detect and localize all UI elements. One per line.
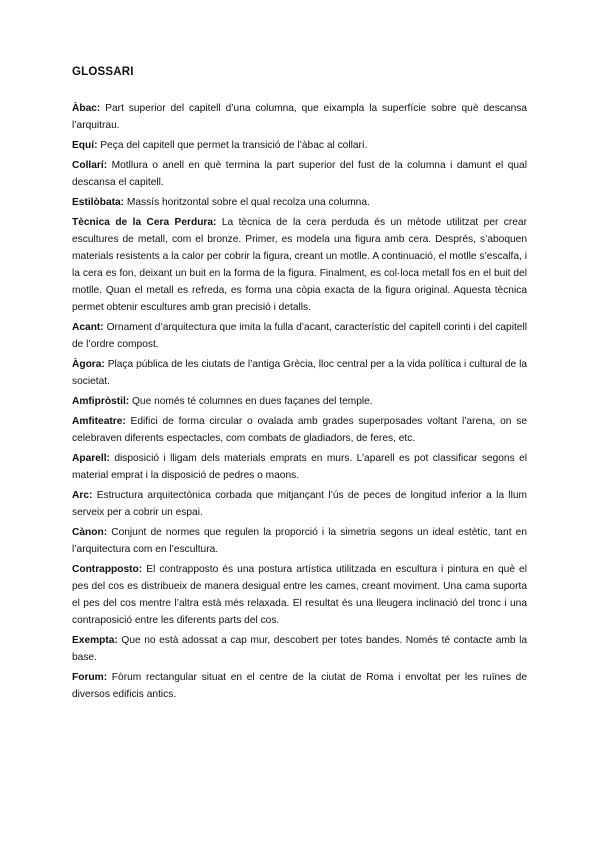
glossary-term: Contrapposto: xyxy=(72,564,143,575)
glossary-definition: Conjunt de normes que regulen la proporció i la simetria segons un ideal estètic, tant en l’arquitectura com en l’escultura. xyxy=(72,527,527,555)
glossary-term: Àbac: xyxy=(72,103,101,114)
glossary-entry-aparell xyxy=(72,450,527,484)
glossary-term: Tècnica de la Cera Perdura: xyxy=(72,217,217,228)
glossary-term: Amfipròstil: xyxy=(72,396,130,407)
glossary-entry-equi xyxy=(72,137,527,154)
glossary-term: Estilòbata: xyxy=(72,197,125,208)
glossary-entry-amfiteatre xyxy=(72,413,527,447)
glossary-entry-collari xyxy=(72,157,527,191)
glossary-term: Forum: xyxy=(72,672,108,683)
page-title: GLOSSARI xyxy=(72,66,134,78)
glossary-entry-cera-perduda xyxy=(72,214,527,316)
glossary-definition: Plaça pública de les ciutats de l’antiga Grècia, lloc central per a la vida política i cultural de la societat. xyxy=(72,359,527,387)
glossary-definition: Ornament d’arquitectura que imita la fulla d’acant, característic del capitell corinti i del capitell de l’ordre compost. xyxy=(72,322,527,350)
glossary-definition: Part superior del capitell d’una columna, que eixampla la superfície sobre què descansa l’arquitrau. xyxy=(72,103,527,131)
glossary-entry-estilobata xyxy=(72,194,527,211)
glossary-definition: Fòrum rectangular situat en el centre de la ciutat de Roma i envoltat per les ruïnes de diversos edificis antics. xyxy=(72,672,527,700)
glossary-definition: Edifici de forma circular o ovalada amb grades superposades voltant l’arena, on se celebraven diferents espectacles, com combats de gladiadors, de feres, etc. xyxy=(72,416,527,444)
glossary-term: Collarí: xyxy=(72,160,108,171)
document-page xyxy=(72,66,527,706)
glossary-term: Cànon: xyxy=(72,527,108,538)
glossary-definition: El contrapposto és una postura artística utilitzada en escultura i pintura en què el pes del cos es distribueix de manera desigual entre les cames, creant moviment. Una cama suporta el pes del cos mentre l’altra està més relaxada. El resultat és una lleugera inclinació del tronc i una contraposició entre les diferents parts del cos. xyxy=(72,564,527,626)
glossary-definition: La tècnica de la cera perduda és un mètode utilitzat per crear escultures de metall, com el bronze. Primer, es modela una figura amb cera. Després, s’aboquen materials resistents a la calor per cobrir la figura, creant un motlle. A continuació, el motlle s’escalfa, i la cera es fon, deixant un buit en la forma de la figura. Finalment, es col·loca metall fos en el buit del motlle. Quan el metall es refreda, es forma una còpia exacta de la figura original. Aquesta tècnica permet obtenir escultures amb gran precisió i detalls. xyxy=(72,217,527,313)
glossary-definition: disposició i lligam dels materials emprats en murs. L’aparell es pot classificar segons el material emprat i la disposició de pedres o maons. xyxy=(72,453,527,481)
glossary-term: Àgora: xyxy=(72,359,105,370)
glossary-definition: Estructura arquitectònica corbada que mitjançant l’ús de peces de longitud inferior a la llum serveix per a cobrir un espai. xyxy=(72,490,527,518)
glossary-entry-forum xyxy=(72,669,527,703)
glossary-entry-canon xyxy=(72,524,527,558)
glossary-entry-agora xyxy=(72,356,527,390)
glossary-definition: Que només té columnes en dues façanes del temple. xyxy=(129,396,373,407)
glossary-term: Equí: xyxy=(72,140,98,151)
glossary-definition: Massís horitzontal sobre el qual recolza una columna. xyxy=(124,197,370,208)
glossary-entry-acant xyxy=(72,319,527,353)
glossary-entry-contrapposto xyxy=(72,561,527,629)
glossary-term: Arc: xyxy=(72,490,93,501)
glossary-definition: Motllura o anell en què termina la part superior del fust de la columna i damunt el qual descansa el capitell. xyxy=(72,160,527,188)
glossary-term: Aparell: xyxy=(72,453,110,464)
glossary-definition: Peça del capitell que permet la transició de l’àbac al collarí. xyxy=(97,140,368,151)
glossary-term: Exempta: xyxy=(72,635,118,646)
glossary-entry-amfiprostil xyxy=(72,393,527,410)
glossary-entry-exempta xyxy=(72,632,527,666)
glossary-term: Amfiteatre: xyxy=(72,416,126,427)
glossary-term: Acant: xyxy=(72,322,104,333)
glossary-definition: Que no està adossat a cap mur, descobert per totes bandes. Només té contacte amb la base. xyxy=(72,635,527,663)
glossary-entry-abac xyxy=(72,100,527,134)
glossary-entry-arc xyxy=(72,487,527,521)
